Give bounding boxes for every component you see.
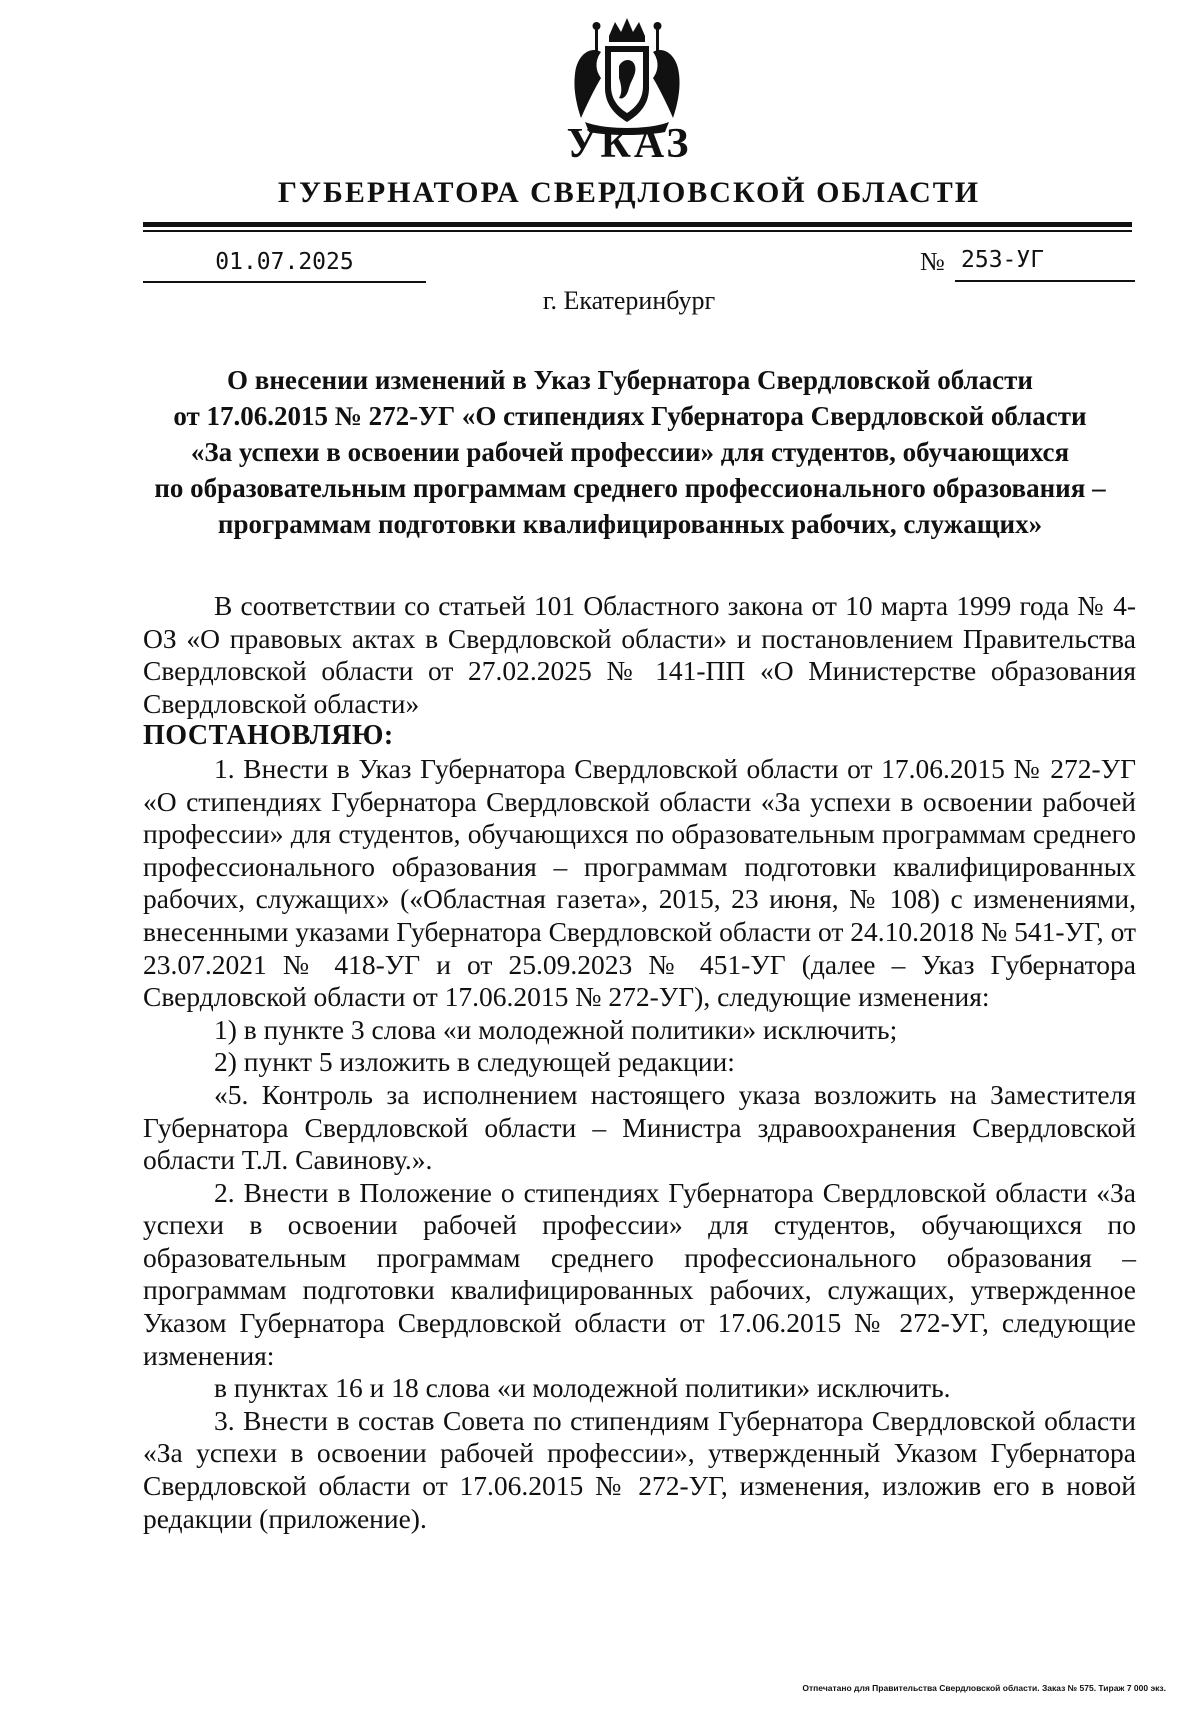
- issuer-heading: ГУБЕРНАТОРА СВЕРДЛОВСКОЙ ОБЛАСТИ: [277, 176, 981, 209]
- date-underline: [143, 281, 426, 283]
- item-2-subitem: в пунктах 16 и 18 слова «и молодежной политики» исключить.: [214, 1372, 951, 1404]
- printing-imprint: Отпечатано для Правительства Свердловской области. Заказ № 575. Тираж 7 000 экз.: [802, 1683, 1166, 1693]
- document-date: 01.07.2025: [215, 249, 354, 275]
- header-divider-thin: [143, 230, 1132, 232]
- city-label: г. Екатеринбург: [542, 286, 716, 315]
- title-line: «За успехи в освоении рабочей профессии» для студентов, обучающихся: [190, 437, 1070, 467]
- title-line: по образовательным программам среднего профессионального образования –: [154, 473, 1106, 503]
- header-divider-thick: [143, 222, 1132, 227]
- item-1-subitem-2: 2) пункт 5 изложить в следующей редакции:: [214, 1046, 735, 1078]
- title-line: программам подготовки квалифицированных рабочих, служащих»: [217, 509, 1043, 539]
- item-1-subitem-2-text: «5. Контроль за исполнением настоящего указа возложить на Заместителя Губернатора Свердловской области – Министра здравоохранения Свердловской области Т.Л. Савинову.».: [143, 1078, 1136, 1176]
- preamble-paragraph: В соответствии со статьей 101 Областного закона от 10 марта 1999 года № 4-ОЗ «О правовых актах в Свердловской области» и постановлением Правительства Свердловской области от 27.02.2025 № 141-ПП «О Министерстве образования Свердловской области»: [143, 590, 1136, 719]
- title-line: О внесении изменений в Указ Губернатора Свердловской области: [227, 365, 1033, 395]
- document-body: [143, 590, 1136, 1535]
- number-underline: [955, 280, 1135, 282]
- item-1-subitem-1: 1) в пункте 3 слова «и молодежной политики» исключить;: [214, 1013, 898, 1045]
- resolve-heading: ПОСТАНОВЛЯЮ:: [143, 720, 394, 752]
- document-type-heading: УКАЗ: [566, 121, 692, 167]
- document-title: [120, 362, 1140, 542]
- document-number: 253-УГ: [961, 247, 1045, 273]
- title-line: от 17.06.2015 № 272-УГ «О стипендиях Губернатора Свердловской области: [173, 401, 1087, 431]
- item-3-paragraph: 3. Внести в состав Совета по стипендиям Губернатора Свердловской области «За успехи в освоении рабочей профессии», утвержденный Указом Губернатора Свердловской области от 17.06.2015 № 272-УГ, изменения, изложив его в новой редакции (приложение).: [143, 1404, 1136, 1534]
- item-1-paragraph: 1. Внести в Указ Губернатора Свердловской области от 17.06.2015 № 272-УГ «О стипендиях Губернатора Свердловской области «За успехи в освоении рабочей профессии» для студентов, обучающихся по образовательным программам среднего профессионального образования – программам подготовки квалифицированных рабочих, служащих» («Областная газета», 2015, 23 июня, № 108) с изменениями, внесенными указами Губернатора Свердловской области от 24.10.2018 № 541-УГ, от 23.07.2021 № 418-УГ и от 25.09.2023 № 451-УГ (далее – Указ Губернатора Свердловской области от 17.06.2015 № 272-УГ), следующие изменения:: [143, 752, 1136, 1013]
- number-sign: №: [920, 247, 945, 276]
- item-2-paragraph: 2. Внести в Положение о стипендиях Губернатора Свердловской области «За успехи в освоении рабочей профессии» для студентов, обучающихся по образовательным программам среднего профессионального образования – программам подготовки квалифицированных рабочих, служащих, утвержденное Указом Губернатора Свердловской области от 17.06.2015 № 272-УГ, следующие изменения:: [143, 1176, 1136, 1371]
